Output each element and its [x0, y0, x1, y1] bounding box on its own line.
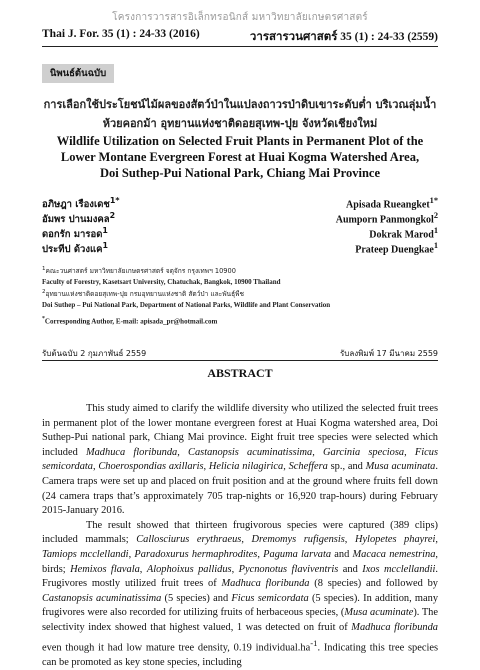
species-name: Hemixos flavala [70, 563, 140, 575]
text-run: (5 species) and [161, 592, 232, 604]
text-run: , [312, 446, 324, 458]
text-run: sp., and [327, 461, 366, 473]
text-run: , [203, 461, 209, 473]
title-th-line-1: การเลือกใช้ประโยชน์ไม้ผลของสัตว์ป่าในแปลงถาวรป่าดิบเขาระดับต่ำ บริเวณลุ่มน้ำ [43, 98, 437, 111]
author-th: ดอกรัก มารอด$^1$ [42, 226, 108, 241]
text-run: , [177, 446, 189, 458]
text-run: (8 species) and followed by [309, 578, 438, 590]
received-date: รับต้นฉบับ 2 กุมภาพันธ์ 2559 [42, 349, 147, 358]
author-th: ประทีป ด้วงแค$^1$ [42, 241, 108, 256]
title-th-line-2: ห้วยคอกม้า อุทยานแห่งชาติดอยสุเทพ-ปุย จังหวัดเชียงใหม่ [102, 117, 378, 130]
species-name: Madhuca floribunda [85, 446, 178, 458]
species-name: Madhuca floribunda [221, 578, 310, 590]
species-name: Dremomys rufigensis [251, 534, 345, 546]
title-en-line-2: Lower Montane Evergreen Forest at Huai Kogma Watershed Area, [60, 150, 420, 164]
species-name: Castanopsis acuminatissima [42, 592, 162, 604]
species-name: Madhuca floribunda [351, 621, 438, 633]
species-name: Tamiops mcclellandi [42, 548, 129, 560]
abstract-paragraph-1 [42, 402, 438, 519]
species-name: Musa acuminata [365, 461, 436, 473]
text-run: , birds; [42, 548, 439, 575]
species-name: Ficus semicordata [42, 446, 438, 473]
species-name: Castanopsis acuminatissima [188, 446, 313, 458]
text-run: , [435, 534, 439, 546]
text-run: and [331, 548, 353, 560]
text-run: , [257, 548, 264, 560]
species-name: Musa acuminate [344, 607, 414, 619]
affiliation-line: $^1$คณะวนศาสตร์ มหาวิทยาลัยเกษตรศาสตร์ จตุจักร กรุงเทพฯ 10900 [42, 265, 236, 275]
abstract-body [42, 402, 438, 670]
species-name: Callosciurus erythraeus [136, 534, 242, 546]
species-name: Hylopetes phayrei [354, 534, 436, 546]
header-rule [42, 46, 438, 47]
text-run: This study aimed to clarify the wildlife diversity who utilized the selected fruit trees in permanent plot of the lower montane evergreen forest at Huai Kogma watershed area, Doi Suthep-Pui national park, Chiang Mai province. Eight fruit tree species were selected which included [42, 403, 438, 458]
species-name: Ficus semicordata [231, 592, 309, 604]
watermark: โครงการวารสารอิเล็กทรอนิกส์ มหาวิทยาลัยเกษตรศาสตร์ [112, 12, 368, 23]
dates-rule [42, 360, 438, 361]
affiliation-line: Doi Suthep – Pui National Park, Department of National Parks, Wildlife and Plant Conservation [42, 301, 331, 309]
text-run: , [139, 563, 147, 575]
text-run: even though it had low mature tree density, 0.19 individual.ha [42, 641, 311, 653]
author-th: อัมพร ปานมงคล$^2$ [42, 211, 116, 226]
text-run: . Frugivores mostly utilized fruit trees of [42, 563, 438, 590]
author-en: Dokrak Marod$^1$ [369, 226, 438, 241]
author-en: Prateep Duengkae$^1$ [355, 241, 438, 256]
text-run: , [128, 548, 135, 560]
affiliation-line: $^2$อุทยานแห่งชาติดอยสุเทพ-ปุย กรมอุทยานแห่งชาติ สัตว์ป่า และพันธุ์พืช [42, 288, 244, 298]
text-run: (5 species). In addition, many frugivores were also recorded for utilizing fruits of herbaceous species, ( [42, 592, 439, 619]
text-run: , [92, 461, 99, 473]
text-run: , [283, 461, 289, 473]
species-name: Alophoixus pallidus [146, 563, 232, 575]
species-name: Choerospondias axillaris [98, 461, 204, 473]
text-run: The result showed that thirteen frugivorous species were captured (389 clips) included mammals; [42, 519, 438, 546]
article-type-badge: นิพนธ์ต้นฉบับ [42, 64, 114, 83]
corresponding-author: *Corresponding Author, E-mail: apisada_pr@hotmail.com [42, 316, 218, 326]
text-run: , [241, 534, 252, 546]
text-run: ). The selectivity index showed that highest valued, 1 was detected on fruit of [42, 607, 438, 633]
author-th: อภิษฎา เรืองเดช$^{1*}$ [42, 196, 120, 211]
author-en: Aumporn Panmongkol$^2$ [335, 211, 438, 226]
title-en-line-3: Doi Suthep-Pui National Park, Chiang Mai Province [100, 166, 380, 180]
text-run: , [231, 563, 239, 575]
species-name: Paguma larvata [263, 548, 332, 560]
species-name: Pycnonotus flaviventris [238, 563, 339, 575]
journal-citation-th: วารสารวนศาสตร์ 35 (1) : 24-33 (2559) [249, 31, 438, 43]
text-run: . Camera traps were set up and placed on fruit position and at the ground where fruits fell down (24 camera traps that’s approximately 705 trap-nights or 16,920 trap-hours) during February 2015-January 2016. [42, 461, 438, 517]
text-run: , [404, 446, 415, 458]
species-name: Macaca nemestrina [352, 548, 436, 560]
text-run: and [338, 563, 363, 575]
species-name: Paradoxurus hermaphrodites [134, 548, 258, 560]
abstract-paragraph-2 [42, 519, 438, 670]
text-run: , [344, 534, 355, 546]
text-run: . Indicating this tree species can be promoted as key stone species, including [42, 641, 438, 668]
superscript: -1 [310, 637, 318, 648]
title-en-line-1: Wildlife Utilization on Selected Fruit Plants in Permanent Plot of the [56, 134, 424, 148]
affiliation-line: Faculty of Forestry, Kasetsart University, Chatuchak, Bangkok, 10900 Thailand [42, 278, 281, 286]
species-name: Helicia nilagirica [208, 461, 284, 473]
species-name: Scheffera [288, 461, 328, 473]
author-en: Apisada Rueangket$^{1*}$ [346, 196, 438, 211]
species-name: Garcinia speciosa [323, 446, 405, 458]
abstract-heading: ABSTRACT [207, 366, 273, 380]
species-name: Ixos mcclellandii [362, 563, 436, 575]
journal-citation-en: Thai J. For. 35 (1) : 24-33 (2016) [42, 28, 200, 40]
accepted-date: รับลงพิมพ์ 17 มีนาคม 2559 [339, 349, 438, 358]
